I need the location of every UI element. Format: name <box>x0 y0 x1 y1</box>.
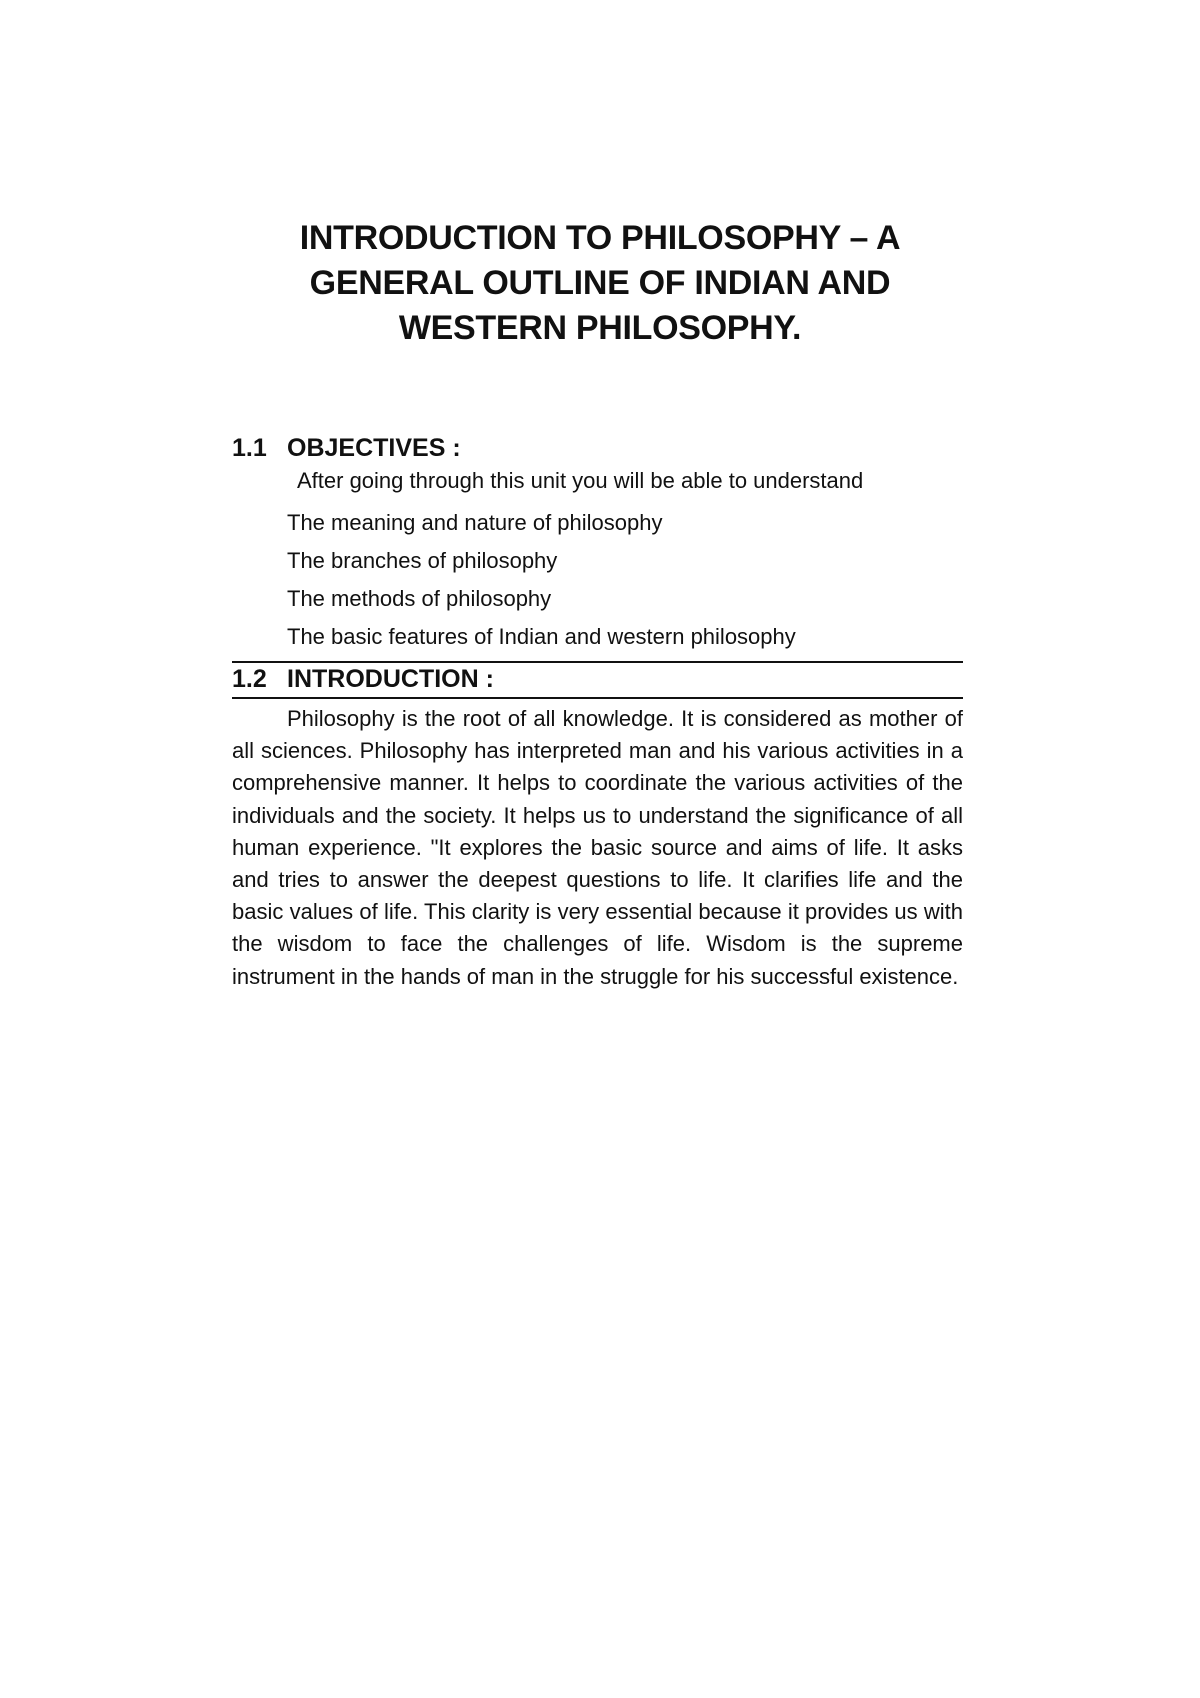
introduction-heading <box>232 664 494 694</box>
section-number: 1.1 <box>232 434 267 462</box>
list-item: The meaning and nature of philosophy <box>287 510 663 535</box>
introduction-paragraph: Philosophy is the root of all knowledge. It is considered as mother of all sciences. Philosophy has interpreted man and his various activities in a comprehensive manner. It helps to coordinate the various activities of the individuals and the society. It helps us to understand the significance of all human experience. "It explores the basic source and aims of life. It asks and tries to answer the deepest questions to life. It clarifies life and the basic values of life. This clarity is very essential because it provides us with the wisdom to face the challenges of life. Wisdom is the supreme instrument in the hands of man in the struggle for his successful existence. <box>232 706 963 989</box>
divider-bottom <box>232 697 963 699</box>
title-line-1: INTRODUCTION TO PHILOSOPHY – A <box>299 219 901 257</box>
page-title <box>230 216 970 351</box>
list-item: The basic features of Indian and western philosophy <box>287 624 796 649</box>
section-title: OBJECTIVES : <box>287 434 461 462</box>
list-item: The branches of philosophy <box>287 548 558 573</box>
objectives-list <box>287 504 796 656</box>
title-line-2: GENERAL OUTLINE OF INDIAN AND <box>309 264 891 302</box>
objectives-intro: After going through this unit you will be able to understand <box>297 468 864 493</box>
section-title: INTRODUCTION : <box>287 665 494 693</box>
divider-top <box>232 661 963 663</box>
section-number: 1.2 <box>232 665 267 693</box>
title-line-3: WESTERN PHILOSOPHY. <box>398 309 802 347</box>
objectives-heading <box>232 433 461 463</box>
list-item: The methods of philosophy <box>287 586 552 611</box>
